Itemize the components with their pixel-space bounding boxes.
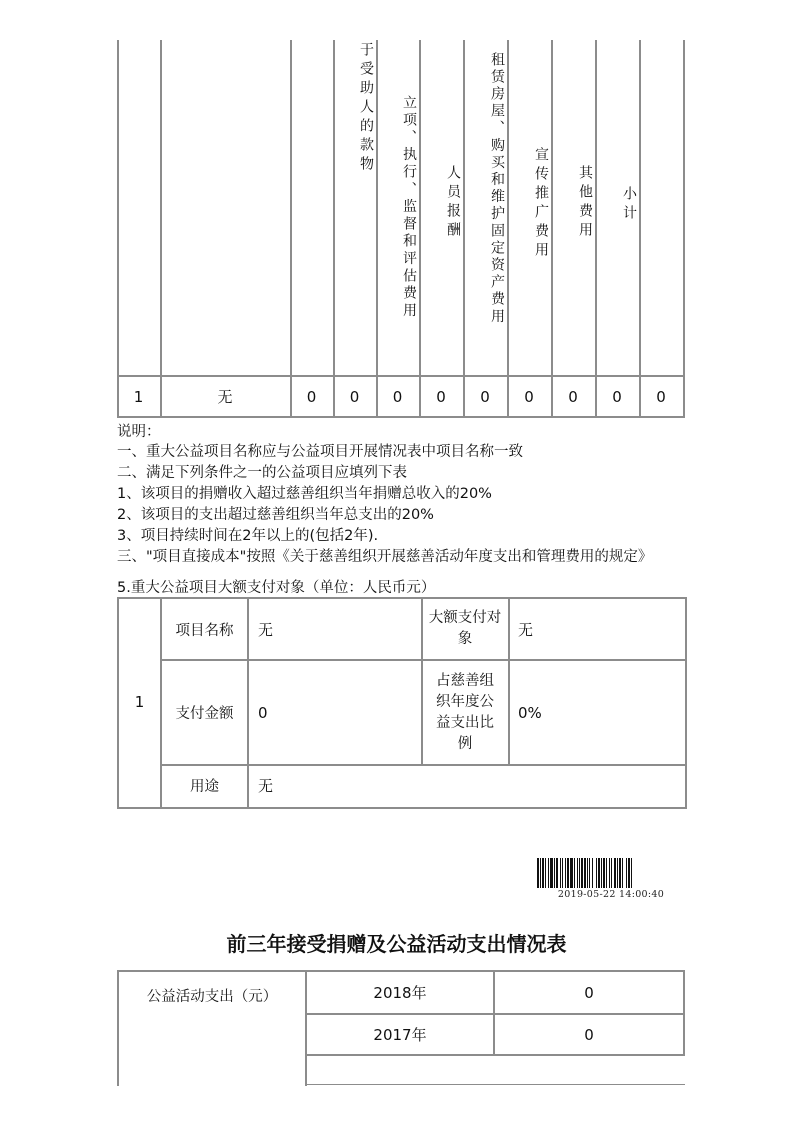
row-value: 0 bbox=[656, 387, 666, 406]
note-line: 3、项目持续时间在2年以上的(包括2年). bbox=[117, 528, 379, 544]
history-section-title: 前三年接受捐赠及公益活动支出情况表 bbox=[226, 932, 567, 956]
row-value: 0 bbox=[480, 387, 490, 406]
table-border bbox=[595, 40, 597, 418]
row-value: 0 bbox=[612, 387, 622, 406]
note-line: 三、"项目直接成本"按照《关于慈善组织开展慈善活动年度支出和管理费用的规定》 bbox=[117, 549, 653, 565]
table-border bbox=[305, 1054, 685, 1056]
header-other-fees: 其他费用 bbox=[577, 165, 593, 241]
payee-label: 大额支付对象 bbox=[428, 610, 502, 647]
header-project-mgmt-fees: 立项、执行、监督和评估费用 bbox=[401, 95, 417, 320]
purpose-value: 无 bbox=[258, 777, 274, 795]
note-line: 二、满足下列条件之一的公益项目应填列下表 bbox=[117, 465, 407, 481]
payment-section-title: 5.重大公益项目大额支付对象（单位：人民币元） bbox=[117, 580, 436, 596]
project-name-label: 项目名称 bbox=[175, 622, 234, 639]
amount-value: 0 bbox=[258, 703, 268, 722]
row-index: 1 bbox=[133, 387, 144, 406]
history-value: 0 bbox=[584, 983, 594, 1002]
table-border bbox=[117, 40, 119, 418]
header-subtotal: 小计 bbox=[621, 186, 637, 224]
row-value: 0 bbox=[306, 387, 317, 406]
row-value: 0 bbox=[436, 387, 446, 406]
table-border bbox=[305, 1084, 685, 1085]
header-rent-fixed-assets: 租赁房屋、购买和维护固定资产费用 bbox=[489, 52, 505, 326]
ratio-label: 占慈善组织年度公益支出比例 bbox=[436, 672, 494, 752]
table-border bbox=[247, 597, 249, 807]
barcode-timestamp: 2019-05-22 14:00:40 bbox=[557, 889, 665, 900]
ratio-value: 0% bbox=[518, 703, 542, 722]
row-project-name: 无 bbox=[217, 388, 233, 406]
table-border bbox=[421, 597, 423, 766]
table-border bbox=[117, 416, 685, 418]
table-border bbox=[683, 40, 685, 418]
note-line: 1、该项目的捐赠收入超过慈善组织当年捐赠总收入的20% bbox=[117, 486, 492, 502]
row-value: 0 bbox=[524, 387, 534, 406]
table-border bbox=[508, 597, 510, 766]
note-line: 2、该项目的支出超过慈善组织当年总支出的20% bbox=[117, 507, 434, 523]
row-value: 0 bbox=[349, 387, 360, 406]
row-value: 0 bbox=[392, 387, 403, 406]
amount-label: 支付金额 bbox=[175, 706, 234, 722]
purpose-label: 用途 bbox=[190, 779, 219, 795]
header-recipient-funds: 于受助人的款物 bbox=[358, 42, 374, 175]
history-row-label: 公益活动支出（元） bbox=[146, 988, 278, 1005]
header-personnel-pay: 人员报酬 bbox=[445, 165, 461, 241]
payment-index: 1 bbox=[134, 693, 145, 711]
note-line: 一、重大公益项目名称应与公益项目开展情况表中项目名称一致 bbox=[117, 444, 523, 460]
table-border bbox=[290, 40, 292, 418]
notes-title: 说明： bbox=[117, 424, 161, 440]
header-promotion-fees: 宣传推广费用 bbox=[533, 147, 549, 261]
history-year: 2018年 bbox=[373, 984, 427, 1002]
payee-value: 无 bbox=[518, 620, 534, 639]
history-value: 0 bbox=[584, 1025, 594, 1044]
row-value: 0 bbox=[568, 387, 578, 406]
table-border bbox=[160, 40, 162, 418]
project-name-value: 无 bbox=[258, 620, 274, 639]
history-year: 2017年 bbox=[373, 1026, 427, 1044]
table-border bbox=[639, 40, 641, 418]
barcode bbox=[537, 858, 684, 888]
